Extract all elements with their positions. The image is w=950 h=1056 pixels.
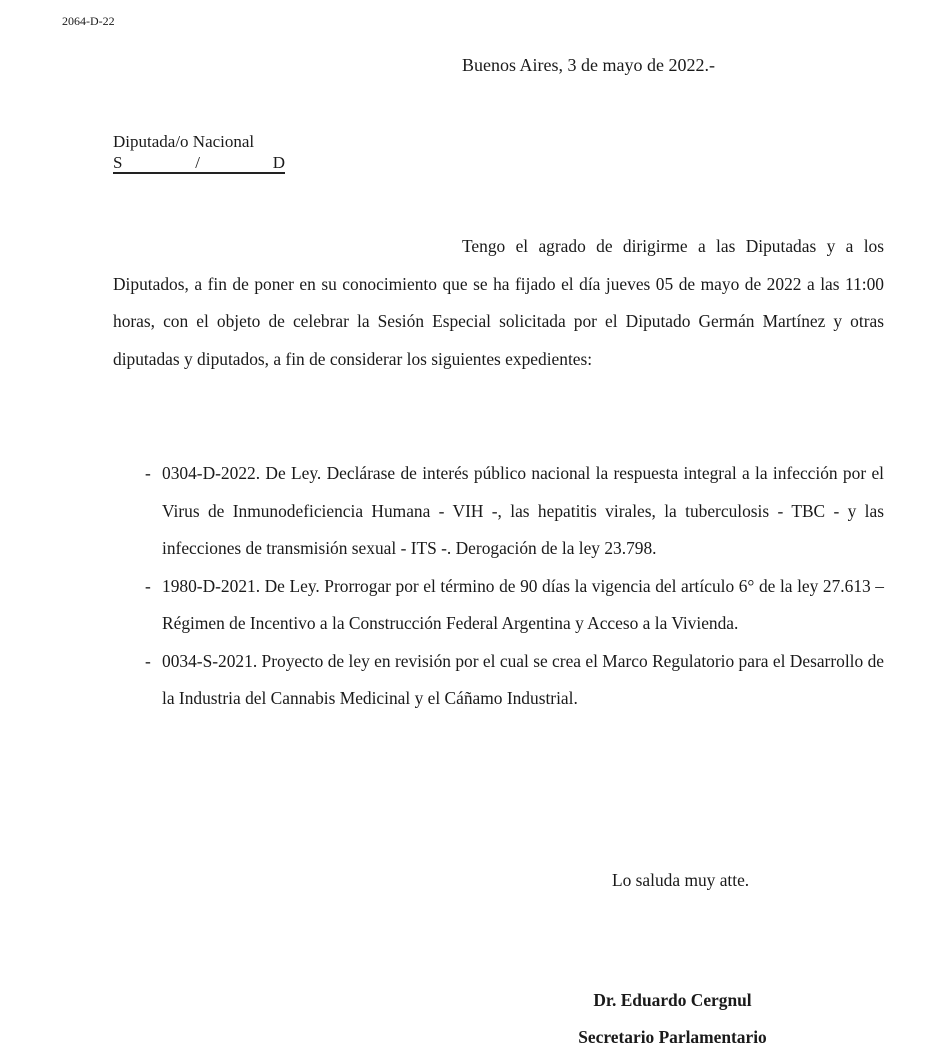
list-item-text: 0304-D-2022. De Ley. Declárase de interés público nacional la respuesta integral a la infección por el Virus de Inmunodeficiencia Humana - VIH -, las hepatitis virales, la tuberculosis - TBC - y las infecciones de transmisión sexual - ITS -. Derogación de la ley 23.798. bbox=[162, 463, 884, 558]
list-item bbox=[145, 568, 884, 643]
body-paragraph: Tengo el agrado de dirigirme a las Diputadas y a los Diputados, a fin de poner en su conocimiento que se ha fijado el día jueves 05 de mayo de 2022 a las 11:00 horas, con el objeto de celebrar la Sesión Especial solicitada por el Diputado Germán Martínez y otras diputadas y diputados, a fin de considerar los siguientes expedientes: bbox=[113, 236, 884, 369]
signatory-name: Dr. Eduardo Cergnul bbox=[593, 990, 752, 1010]
document-reference: 2064-D-22 bbox=[62, 14, 115, 28]
signatory-role: Secretario Parlamentario bbox=[578, 1027, 767, 1047]
closing-line: Lo saluda muy atte. bbox=[612, 870, 750, 890]
sd-left: S bbox=[113, 153, 123, 172]
expedientes-list bbox=[145, 455, 884, 718]
list-dash: - bbox=[145, 575, 151, 596]
sd-right: D bbox=[272, 153, 285, 172]
list-dash: - bbox=[145, 463, 151, 483]
signature-block bbox=[520, 982, 825, 1056]
addressee-title: Diputada/o Nacional bbox=[113, 132, 255, 151]
addressee-block bbox=[113, 130, 285, 174]
list-item-text: 1980-D-2021. De Ley. Prorrogar por el término de 90 días la vigencia del artículo 6° de la ley 27.613 – Régimen de Incentivo a la Construcción Federal Argentina y Acceso a la Vivienda. bbox=[162, 575, 884, 633]
addressee-sd bbox=[113, 154, 285, 174]
list-item bbox=[145, 643, 884, 718]
list-item bbox=[145, 455, 884, 568]
sd-mid: / bbox=[195, 153, 200, 172]
list-item-text: 0034-S-2021. Proyecto de ley en revisión por el cual se crea el Marco Regulatorio para el Desarrollo de la Industria del Cannabis Medicinal y el Cáñamo Industrial. bbox=[162, 650, 884, 708]
date-line: Buenos Aires, 3 de mayo de 2022.- bbox=[462, 55, 715, 75]
list-dash: - bbox=[145, 650, 151, 671]
